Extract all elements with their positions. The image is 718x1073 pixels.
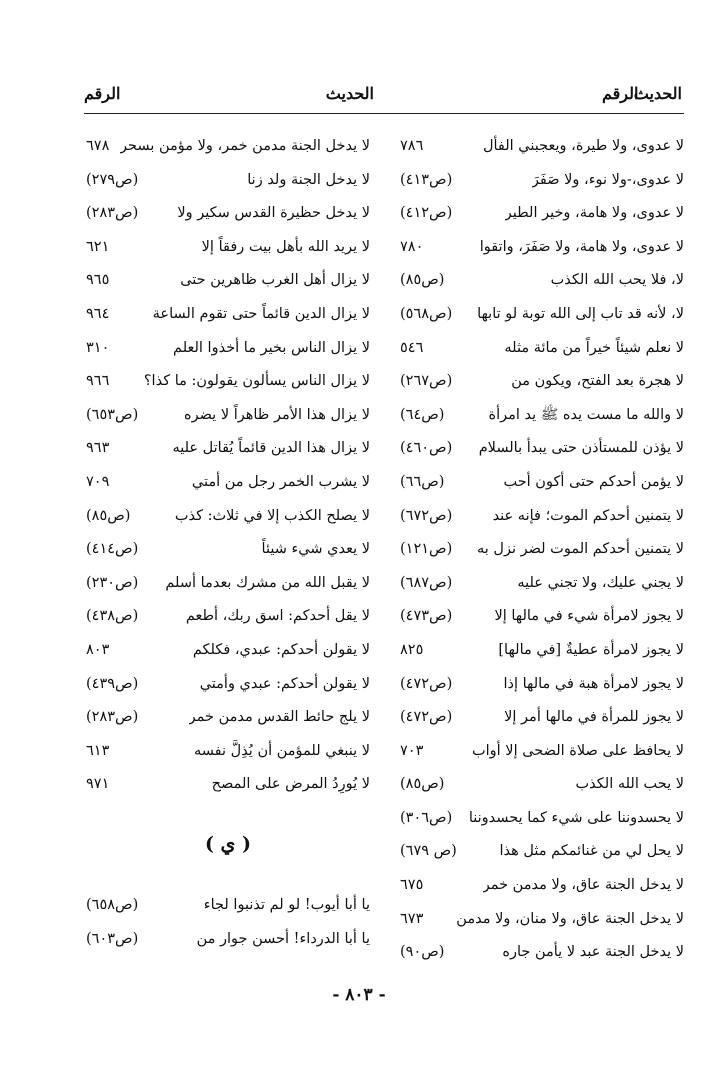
hadith-text: لا عدوى، ولا هامة، ولا صَفَرَ، واتقوا xyxy=(479,238,684,255)
hadith-text: لا يحب الله الكذب xyxy=(575,776,684,793)
index-entry xyxy=(400,469,684,503)
hadith-text: لا يؤذن للمستأذن حتى يبدأ بالسلام xyxy=(478,440,684,457)
hadith-text: لا يزال الدين قائماً حتى تقوم الساعة xyxy=(152,305,370,322)
hadith-text: لا عدوى، ولا طيرة، ويعجبني الفأل xyxy=(482,138,684,154)
left-index-column xyxy=(86,133,370,805)
hadith-number: ٧٨٠ xyxy=(400,238,424,255)
hadith-number: (ص٤١٤) xyxy=(86,541,139,558)
hadith-text: لا يجني عليك، ولا تجني عليه xyxy=(517,574,684,591)
index-entry xyxy=(400,368,684,402)
header-hadith-label: الحديث xyxy=(325,84,374,103)
hadith-number: (ص٥٦٨) xyxy=(400,305,453,322)
section-ya-entries xyxy=(86,892,370,959)
hadith-number: ٦٢١ xyxy=(86,238,110,255)
index-entry xyxy=(400,335,684,369)
hadith-number: ٧٠٩ xyxy=(86,473,110,490)
hadith-number: ٨٢٥ xyxy=(400,641,424,658)
index-entry xyxy=(400,536,684,570)
index-entry xyxy=(400,133,684,167)
hadith-number: ٩٦٣ xyxy=(86,440,110,457)
index-entry xyxy=(86,234,370,268)
index-entry xyxy=(86,892,370,926)
hadith-number: ٦٧٥ xyxy=(400,877,424,894)
section-heading-ya: ( ي ) xyxy=(204,833,252,855)
hadith-number: (ص٦٥٨) xyxy=(86,897,139,913)
hadith-number: (ص٦٨٧) xyxy=(400,574,453,591)
index-entry xyxy=(400,704,684,738)
hadith-text: لا يجوز لامرأة شيء في مالها إلا xyxy=(494,608,684,625)
hadith-text: لا، فلا يحب الله الكذب xyxy=(550,272,684,289)
hadith-text: لا يتمنين أحدكم الموت لضر نزل به xyxy=(476,541,684,558)
index-entry xyxy=(400,872,684,906)
hadith-text: لا يقولن أحدكم: عبدي وأمتي xyxy=(199,675,370,692)
header-divider xyxy=(84,113,684,114)
hadith-number: ٩٦٤ xyxy=(86,305,110,322)
index-entry xyxy=(86,200,370,234)
index-entry xyxy=(86,167,370,201)
hadith-number: (ص٢٨٣) xyxy=(86,205,139,222)
table-header xyxy=(84,84,682,110)
index-entry xyxy=(400,771,684,805)
index-entry xyxy=(400,267,684,301)
hadith-number: ٨٠٣ xyxy=(86,641,110,658)
hadith-number: (ص٨٥) xyxy=(86,507,131,524)
hadith-number: (ص٤٣٨) xyxy=(86,608,139,625)
hadith-number: ٦٧٣ xyxy=(400,910,424,927)
hadith-text: لا يحسدوننا على شيء كما يحسدوننا xyxy=(468,809,684,826)
hadith-number: ٣١٠ xyxy=(86,339,110,356)
hadith-text: لا يتمنين أحدكم الموت؛ فإنه عند xyxy=(492,507,684,524)
hadith-number: ٧٠٣ xyxy=(400,742,424,759)
hadith-text: لا يزال الناس يسألون يقولون: ما كذا؟ xyxy=(143,373,370,390)
hadith-text: لا يزال الناس بخير ما أخذوا العلم xyxy=(173,339,370,356)
hadith-number: (ص٨٥) xyxy=(400,776,445,793)
hadith-text: لا يدخل الجنة ولد زنا xyxy=(247,171,370,188)
index-entry xyxy=(86,926,370,960)
header-left-column xyxy=(84,84,374,110)
hadith-text: لا يجوز لامرأة هبة في مالها إذا xyxy=(503,675,684,692)
hadith-text: لا يُورِدُ المرض على المصح xyxy=(211,776,370,793)
index-entry xyxy=(400,805,684,839)
hadith-number: (ص٢٨٣) xyxy=(86,709,139,726)
index-entry xyxy=(400,435,684,469)
index-entry xyxy=(400,637,684,671)
index-entry xyxy=(86,435,370,469)
header-number-label: الرقم xyxy=(602,84,639,103)
header-right-column xyxy=(392,84,682,110)
index-entry xyxy=(86,368,370,402)
index-entry xyxy=(86,603,370,637)
index-entry xyxy=(400,200,684,234)
hadith-number: (ص٢٣٠) xyxy=(86,574,139,591)
index-entry xyxy=(400,603,684,637)
hadith-number: (ص٤١٣) xyxy=(400,171,453,188)
index-entry xyxy=(400,906,684,940)
hadith-text: لا يزال هذا الدين قائماً يُقاتل عليه xyxy=(172,440,370,457)
hadith-text: لا يريد الله بأهل بيت رفقاً إلا xyxy=(201,238,370,255)
hadith-number: (ص١٢١) xyxy=(400,541,453,558)
hadith-text: لا، لأنه قد تاب إلى الله توبة لو تابها xyxy=(477,305,684,322)
hadith-number: ٥٤٦ xyxy=(400,339,424,356)
hadith-text: يا أبا أيوب! لو لم تذنبوا لجاء xyxy=(203,897,370,913)
index-entry xyxy=(400,234,684,268)
hadith-number: ٦٧٨ xyxy=(86,138,110,154)
hadith-number: (ص٢٦٧) xyxy=(400,373,453,390)
index-entry xyxy=(400,570,684,604)
index-entry xyxy=(400,167,684,201)
index-entry xyxy=(86,637,370,671)
index-entry xyxy=(86,335,370,369)
index-entry xyxy=(86,704,370,738)
index-entry xyxy=(86,536,370,570)
hadith-text: لا يشرب الخمر رجل من أمتي xyxy=(191,473,370,490)
index-entry xyxy=(86,301,370,335)
hadith-number: (ص٦٦) xyxy=(400,473,445,490)
index-entry xyxy=(400,738,684,772)
hadith-number: (ص٤٦٠) xyxy=(400,440,453,457)
hadith-text: لا يزال أهل الغرب ظاهرين حتى xyxy=(180,272,370,289)
index-entry xyxy=(86,402,370,436)
index-entry xyxy=(400,939,684,973)
index-entry xyxy=(400,671,684,705)
hadith-text: يا أبا الدرداء! أحسن جوار من xyxy=(196,930,370,947)
index-entry xyxy=(86,738,370,772)
hadith-text: لا ينبغي للمؤمن أن يُذِلَّ نفسه xyxy=(193,742,370,759)
hadith-text: لا يصلح الكذب إلا في ثلاث: كذب xyxy=(174,507,370,524)
hadith-text: لا عدوى،-ولا نوء، ولا صَفَرَ xyxy=(531,171,684,188)
header-hadith-label: الحديث xyxy=(633,84,682,103)
hadith-text: لا يزال هذا الأمر ظاهراً لا يضره xyxy=(184,406,370,423)
hadith-number: (ص٦٧٢) xyxy=(400,507,453,524)
hadith-text: لا يقبل الله من مشرك بعدما أسلم xyxy=(165,574,370,591)
index-entry xyxy=(86,267,370,301)
hadith-text: لا يقل أحدكم: اسق ربك، أطعم xyxy=(185,608,370,625)
hadith-text: لا يدخل الجنة مدمن خمر، ولا مؤمن بسحر xyxy=(120,138,370,154)
index-entry xyxy=(400,301,684,335)
index-entry xyxy=(400,838,684,872)
hadith-number: (ص٦٥٣) xyxy=(86,406,139,423)
index-entry xyxy=(86,570,370,604)
hadith-text: لا يجوز للمرأة في مالها أمر إلا xyxy=(504,709,684,726)
hadith-number: ٦١٣ xyxy=(86,742,110,759)
hadith-text: لا والله ما مست يده ﷺ يد امرأة xyxy=(488,406,684,423)
hadith-number: (ص٢٧٩) xyxy=(86,171,139,188)
hadith-number: ٩٦٦ xyxy=(86,373,110,390)
hadith-number: (ص ٦٧٩) xyxy=(400,843,457,860)
hadith-number: (ص٩٠) xyxy=(400,944,445,961)
hadith-text: لا نعلم شيئاً خيراً من مائة مثله xyxy=(504,339,684,356)
hadith-number: (ص٤٧٣) xyxy=(400,608,453,625)
index-entry xyxy=(86,133,370,167)
hadith-number: (ص٤٧٢) xyxy=(400,675,453,692)
hadith-number: (ص٤١٢) xyxy=(400,205,453,222)
hadith-number: (ص٤٧٢) xyxy=(400,709,453,726)
right-index-column xyxy=(400,133,684,973)
hadith-number: (ص٦٠٣) xyxy=(86,930,139,947)
index-entry xyxy=(86,671,370,705)
hadith-text: لا يحل لي من غنائمكم مثل هذا xyxy=(499,843,684,860)
index-entry xyxy=(400,503,684,537)
hadith-text: لا يدخل حظيرة القدس سكير ولا xyxy=(177,205,370,222)
hadith-text: لا يؤمن أحدكم حتى أكون أحب xyxy=(503,473,684,490)
hadith-text: لا يدخل الجنة عاق، ولا مدمن خمر xyxy=(482,877,684,894)
hadith-text: لا يقولن أحدكم: عبدي، فكلكم xyxy=(192,641,370,658)
hadith-text: لا عدوى، ولا هامة، وخير الطير xyxy=(504,205,684,222)
hadith-number: ٩٦٥ xyxy=(86,272,110,289)
hadith-number: ٧٨٦ xyxy=(400,138,424,154)
page-number: - ٨٠٣ - xyxy=(332,985,386,1005)
hadith-text: لا يحافظ على صلاة الضحى إلا أواب xyxy=(471,742,684,759)
hadith-number: ٩٧١ xyxy=(86,776,110,793)
hadith-text: لا يلج حائط القدس مدمن خمر xyxy=(188,709,370,726)
index-entry xyxy=(86,469,370,503)
hadith-number: (ص٨٥) xyxy=(400,272,445,289)
header-number-label: الرقم xyxy=(84,84,121,103)
hadith-text: لا يجوز لامرأة عطيةٌ [في مالها] xyxy=(498,641,684,658)
index-entry xyxy=(400,402,684,436)
hadith-number: (ص٣٠٦) xyxy=(400,809,453,826)
hadith-number: (ص٤٣٩) xyxy=(86,675,139,692)
hadith-text: لا يدخل الجنة عبد لا يأمن جاره xyxy=(502,944,684,961)
index-entry xyxy=(86,503,370,537)
hadith-text: لا يعدي شيء شيئاً xyxy=(261,541,370,558)
hadith-text: لا يدخل الجنة عاق، ولا منان، ولا مدمن xyxy=(456,910,684,927)
index-entry xyxy=(86,771,370,805)
hadith-text: لا هجرة بعد الفتح، ويكون من xyxy=(511,373,684,390)
hadith-number: (ص٦٤) xyxy=(400,406,445,423)
